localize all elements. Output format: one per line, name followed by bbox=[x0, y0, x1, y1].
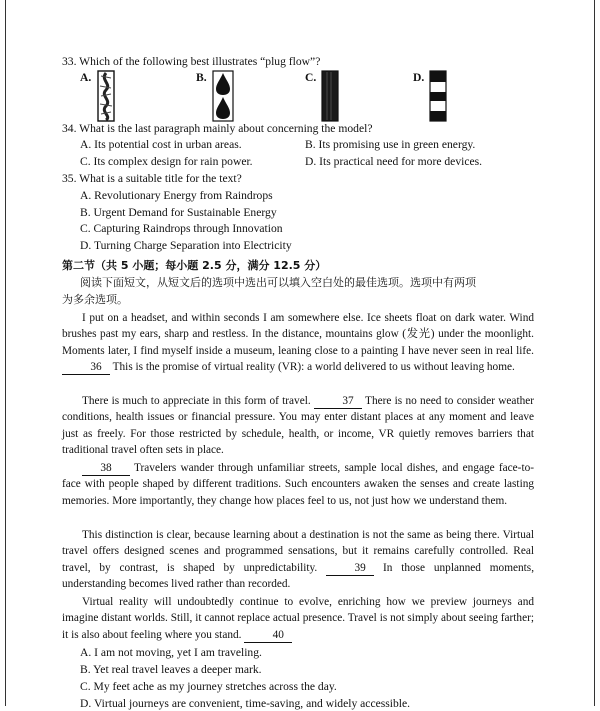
q33-option-a-label: A. bbox=[80, 71, 92, 84]
q34-option-d: D. Its practical need for more devices. bbox=[305, 155, 483, 168]
choice-c: C. My feet ache as my journey stretches across the day. bbox=[80, 680, 337, 693]
q33-option-d-label: D. bbox=[413, 71, 425, 84]
q34-option-c: C. Its complex design for rain power. bbox=[80, 155, 253, 168]
q35-option-d: D. Turning Charge Separation into Electricity bbox=[80, 239, 292, 252]
plug-flow-figure-c bbox=[321, 70, 339, 122]
passage-paragraph-2: There is much to appreciate in this form of travel. 37 There is no need to consider weather conditions, health issues or financial pressure. You may enter distant places at any moment and leave just as freely. For those restricted by schedule, health, or income, VR quietly removes barriers that traditional travel often sets in place. bbox=[62, 395, 535, 457]
plug-flow-figure-b bbox=[212, 70, 234, 122]
choice-a: A. I am not moving, yet I am traveling. bbox=[80, 646, 262, 659]
section-instruction-line2: 为多余选项。 bbox=[62, 293, 128, 306]
choice-b: B. Yet real travel leaves a deeper mark. bbox=[80, 663, 262, 676]
q34-stem: 34. What is the last paragraph mainly about concerning the model? bbox=[62, 122, 373, 135]
section-heading: 第二节（共 5 小题；每小题 2.5 分，满分 12.5 分） bbox=[62, 259, 327, 272]
passage-paragraph-1: I put on a headset, and within seconds I am somewhere else. Ice sheets float on dark water. Wind brushes past my ears, sharp and restless. In the distance, mountains glow (发光) under the moonlight. Moments later, I find myself inside a museum, leaning close to a painting I have never seen in real life. 36 This is the promise of virtual reality (VR): a world delivered to us without leaving home. bbox=[62, 312, 534, 374]
q33-option-b-label: B. bbox=[196, 71, 207, 84]
passage-paragraph-4: This distinction is clear, because learning about a destination is not the same as being there. Virtual travel offers designed scenes and programmed sensations, but it remains carefully controlled. Real travel, by contrast, is shaped by unpredictability. 39 In those unplanned moments, understanding becomes lived rather than recorded. bbox=[62, 529, 535, 591]
q35-stem: 35. What is a suitable title for the text? bbox=[62, 172, 242, 185]
q34-option-a: A. Its potential cost in urban areas. bbox=[80, 138, 242, 151]
q35-option-a: A. Revolutionary Energy from Raindrops bbox=[80, 189, 273, 202]
blank-38[interactable]: 38 bbox=[82, 462, 130, 476]
section-instruction-line1: 阅读下面短文，从短文后的选项中选出可以填入空白处的最佳选项。选项中有两项 bbox=[80, 276, 476, 289]
plug-flow-figure-d bbox=[429, 70, 447, 122]
q33-option-c-label: C. bbox=[305, 71, 317, 84]
passage-paragraph-5: Virtual reality will undoubtedly continue to evolve, enriching how we preview journeys and imagine distant worlds. Still, it cannot replace actual presence. Travel is not simply about seeing farther; it is also about feeling where you stand. 40 bbox=[62, 596, 534, 641]
blank-40[interactable]: 40 bbox=[244, 629, 292, 643]
q35-option-b: B. Urgent Demand for Sustainable Energy bbox=[80, 206, 277, 219]
blank-37[interactable]: 37 bbox=[314, 395, 362, 409]
plug-flow-figure-a bbox=[97, 70, 115, 122]
page-left-border bbox=[5, 0, 6, 706]
q34-option-b: B. Its promising use in green energy. bbox=[305, 138, 476, 151]
blank-39[interactable]: 39 bbox=[326, 562, 374, 576]
choice-d: D. Virtual journeys are convenient, time-saving, and widely accessible. bbox=[80, 697, 411, 710]
q33-stem: 33. Which of the following best illustrates “plug flow”? bbox=[62, 55, 321, 68]
passage-paragraph-3: 38 Travelers wander through unfamiliar streets, sample local dishes, and engage face-to-face with people shaped by different traditions. Such encounters awaken the senses and create lasting memories. More importantly, they change how places feel to us, not just how we understand them. bbox=[62, 462, 534, 507]
blank-36[interactable]: 36 bbox=[62, 361, 110, 375]
q35-option-c: C. Capturing Raindrops through Innovation bbox=[80, 222, 283, 235]
page-right-border bbox=[594, 0, 595, 706]
